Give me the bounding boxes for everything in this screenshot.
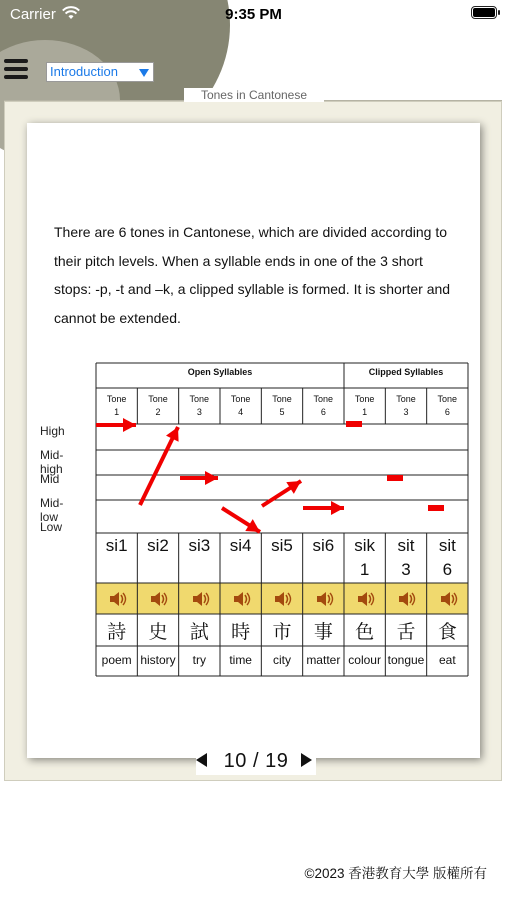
tone-header: Tone 5 [272,394,292,417]
group-header-clipped: Clipped Syllables [368,367,444,377]
english-meaning: eat [438,653,456,667]
pager [196,747,316,775]
tone-header: Tone 3 [189,394,210,417]
syllable-label: si4 [229,536,252,555]
chapter-dropdown-value: Introduction [50,64,118,79]
pitch-level-label: High [40,424,65,438]
syllable-label: si2 [147,536,169,555]
speaker-icon[interactable] [427,584,468,614]
body-paragraph: There are 6 tones in Cantonese, which are divided according to their pitch levels. When a syllable ends in one of the 3 short stops: -p, -t and –k, a clipped syllable is formed. It is shorter and cannot be extended. [54,224,451,326]
english-meaning: try [192,653,206,667]
tone-6-contour-head [331,501,344,515]
next-page-icon[interactable] [301,753,312,767]
syllable-label: sik 1 [354,536,376,579]
chinese-character: 舌 [396,621,416,643]
syllable-label: si1 [105,536,128,555]
carrier-label: Carrier [10,6,56,23]
group-header-open: Open Syllables [187,367,253,377]
chinese-character: 色 [355,621,375,643]
tone-header: Tone 4 [230,394,251,417]
pitch-level-label: Mid [40,472,60,486]
english-meaning: history [140,653,176,667]
speaker-icon[interactable] [303,584,344,614]
syllable-label: si6 [312,536,335,555]
tone-2-contour [140,427,178,505]
english-meaning: time [229,653,252,667]
chinese-character: 史 [148,621,168,643]
chinese-character: 市 [272,621,292,643]
clipped-tone-3-contour [387,475,403,481]
speaker-icon[interactable] [261,584,302,614]
syllable-label: sit 3 [397,536,415,579]
speaker-icon[interactable] [220,584,261,614]
chinese-character: 食 [437,621,457,643]
tone-header: Tone 1 [354,394,375,417]
english-meaning: matter [306,653,341,667]
speaker-icon[interactable] [96,584,137,614]
clock: 9:35 PM [225,6,282,23]
chinese-character: 試 [189,621,209,643]
chinese-character: 事 [313,621,333,643]
speaker-icon[interactable] [385,584,426,614]
section-title: Tones in Cantonese [184,88,324,102]
syllable-label: si3 [188,536,211,555]
speaker-icon[interactable] [344,584,385,614]
tone-header: Tone 6 [313,394,334,417]
english-meaning: colour [348,653,381,667]
syllable-label: si5 [271,536,293,555]
tone-header: Tone 1 [106,394,127,417]
speaker-icon[interactable] [179,584,220,614]
syllable-label: sit 6 [438,536,456,579]
english-meaning: city [272,653,291,667]
tone-header: Tone 6 [437,394,458,417]
chinese-character: 時 [231,621,251,643]
tone-3-contour-head [205,471,218,485]
english-meaning: tongue [387,653,425,667]
tone-header: Tone 3 [396,394,416,417]
copyright-text: ©2023 香港教育大學 版權所有 [304,866,487,881]
clipped-tone-6-contour [428,505,444,511]
pitch-level-label: Mid-high [40,448,64,476]
pitch-level-label: Mid-low [40,496,64,524]
chinese-character: 詩 [107,621,127,643]
pitch-level-label: Low [40,520,63,534]
clipped-tone-1-contour [346,421,362,427]
english-meaning: poem [101,653,132,667]
speaker-icon[interactable] [137,584,178,614]
tone-header: Tone 2 [148,394,168,417]
page-indicator: 10 / 19 [223,750,289,772]
